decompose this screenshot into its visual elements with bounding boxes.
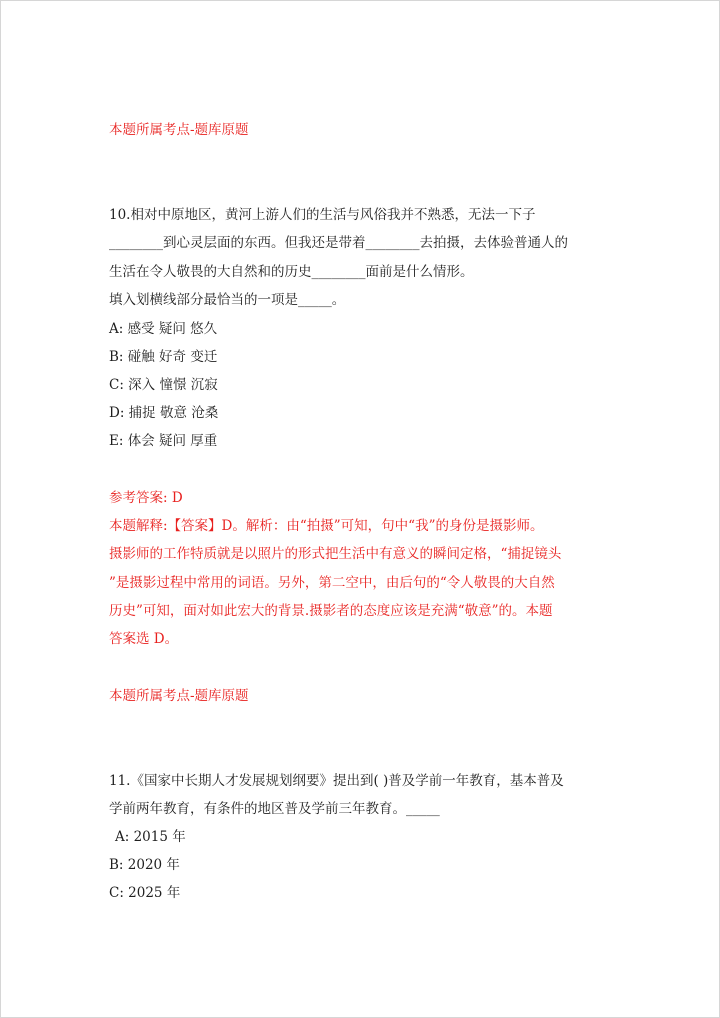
q10-stem-line-3: 生活在令人敬畏的大自然和的历史________面前是什么情形。 <box>109 264 474 280</box>
q11-option-a: A: 2015 年 <box>115 829 186 845</box>
q10-explanation-line-3: ”是摄影过程中常用的词语。另外，第二空中，由后句的“令人敬畏的大自然 <box>109 575 555 591</box>
q10-option-d: D: 捕捉 敬意 沧桑 <box>109 405 219 421</box>
q10-stem-line-1: 10.相对中原地区，黄河上游人们的生活与风俗我并不熟悉，无法一下子 <box>109 207 536 223</box>
q10-explanation-line-5: 答案选 D。 <box>109 631 179 647</box>
q10-option-c: C: 深入 憧憬 沉寂 <box>109 377 218 393</box>
q10-option-b: B: 碰触 好奇 变迁 <box>109 349 218 365</box>
q10-explanation-line-4: 历史”可知，面对如此宏大的背景.摄影者的态度应该是充满“敬意”的。本题 <box>109 603 553 619</box>
q10-option-a: A: 感受 疑问 悠久 <box>109 321 218 337</box>
q11-option-b: B: 2020 年 <box>109 857 180 873</box>
q10-option-e: E: 体会 疑问 厚重 <box>109 433 218 449</box>
q11-stem-line-1: 11.《国家中长期人才发展规划纲要》提出到( )普及学前一年教育，基本普及 <box>109 773 564 789</box>
q11-option-c: C: 2025 年 <box>109 885 181 901</box>
topic-label-mid: 本题所属考点-题库原题 <box>109 688 249 704</box>
q10-explanation-line-1: 本题解释:【答案】D。解析：由“拍摄”可知，句中“我”的身份是摄影师。 <box>109 518 544 534</box>
q10-answer: 参考答案: D <box>109 490 183 506</box>
q11-stem-line-2: 学前两年教育，有条件的地区普及学前三年教育。_____ <box>109 801 440 817</box>
q10-stem-line-2: ________到心灵层面的东西。但我还是带着________去拍摄，去体验普通人的 <box>109 235 568 251</box>
topic-label-top: 本题所属考点-题库原题 <box>109 122 249 138</box>
q10-instruction: 填入划横线部分最恰当的一项是_____。 <box>109 292 346 308</box>
q10-explanation-line-2: 摄影师的工作特质就是以照片的形式把生活中有意义的瞬间定格，“捕捉镜头 <box>109 546 562 562</box>
